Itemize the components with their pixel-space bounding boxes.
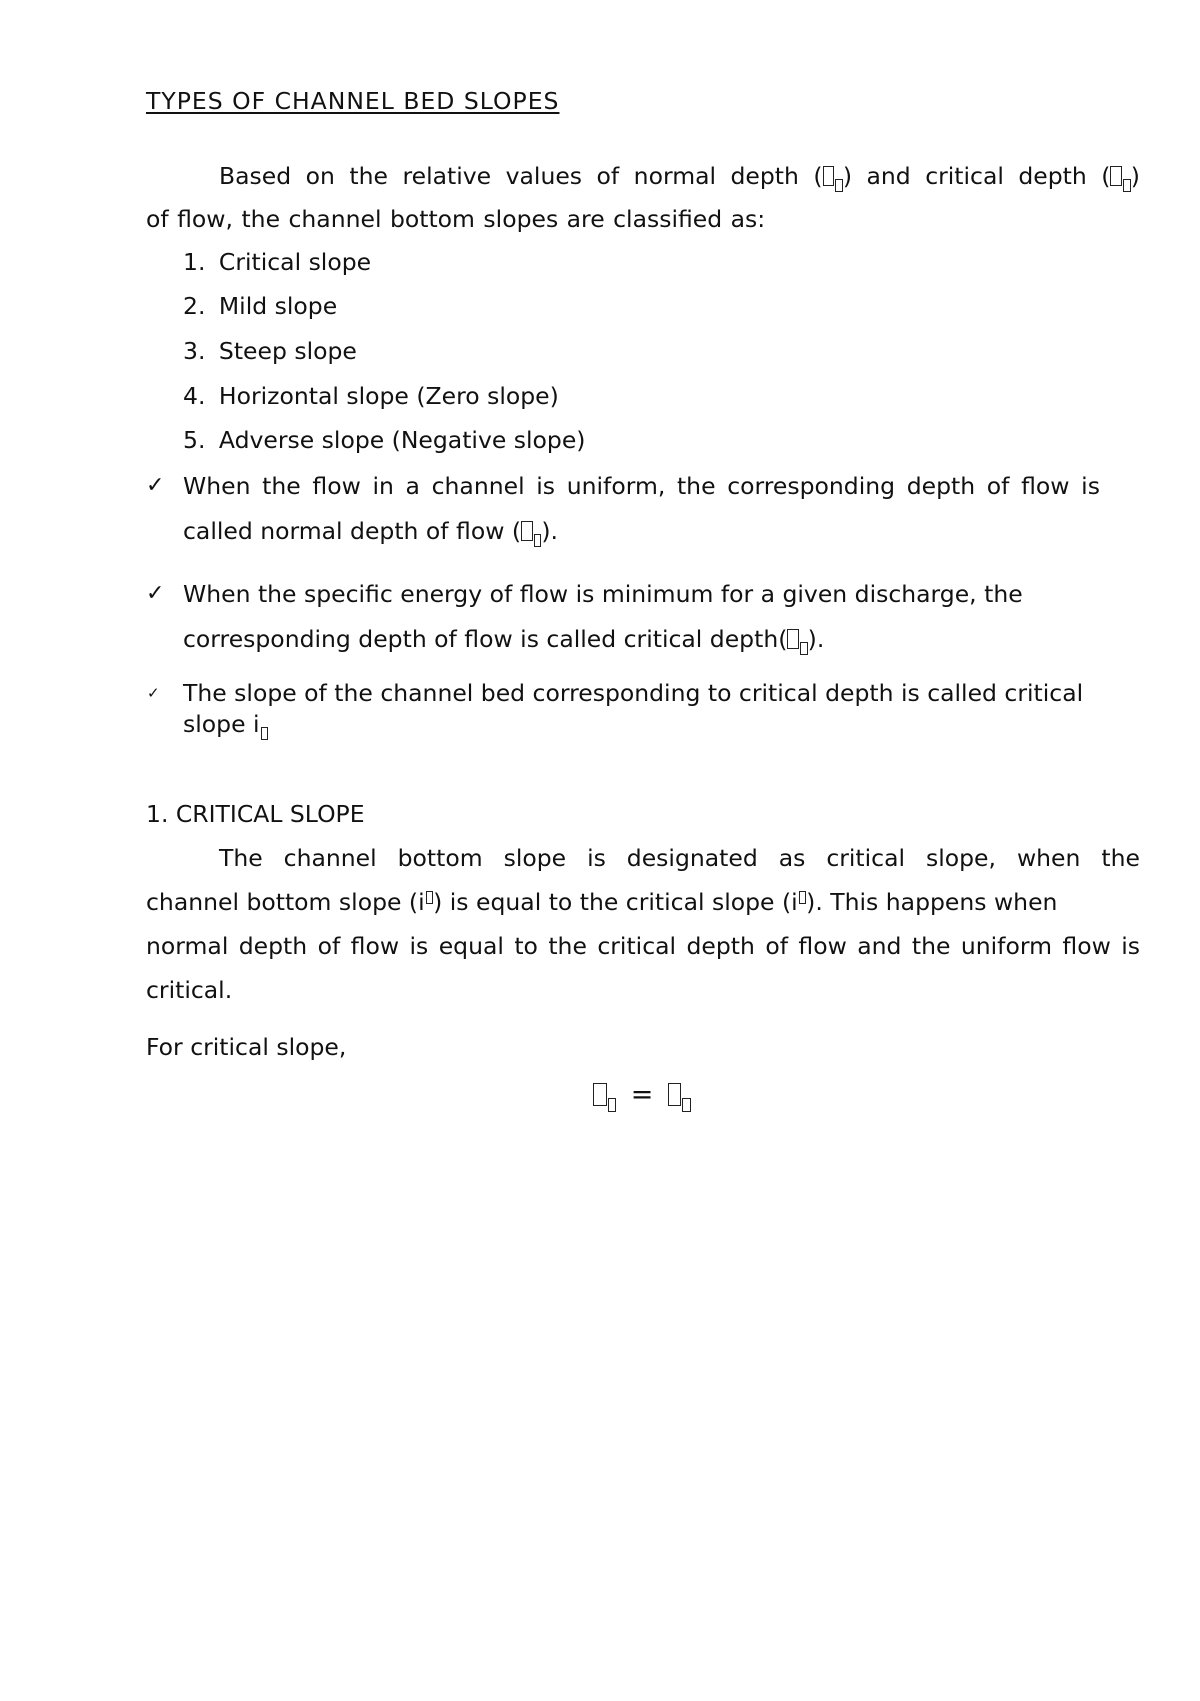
justified-text	[219, 844, 1140, 872]
missing-glyph-box	[521, 521, 533, 541]
check-icon: ✓	[146, 473, 165, 498]
word: the	[548, 932, 587, 960]
word: to	[514, 932, 538, 960]
word: the	[349, 162, 388, 190]
word: of	[765, 932, 788, 960]
missing-glyph-box	[682, 1098, 691, 1113]
word: flow	[1062, 932, 1111, 960]
missing-glyph-box	[261, 727, 269, 740]
bullet-text: corresponding depth of flow is called critical depth(	[183, 625, 788, 653]
section-paragraph-line-3	[146, 932, 1140, 960]
list-number: 5.	[183, 426, 206, 454]
word: critical	[597, 932, 677, 960]
bullet-1-line-1	[183, 472, 1113, 500]
list-item	[183, 426, 586, 454]
bullet-2-line-1: When the specific energy of flow is minimum for a given discharge, the	[183, 580, 1023, 608]
page-title: TYPES OF CHANNEL BED SLOPES	[146, 87, 560, 115]
justified-text	[146, 888, 1140, 916]
word: designated	[626, 844, 758, 872]
word: Based	[219, 162, 292, 190]
word: normal	[633, 162, 717, 190]
word: flow	[798, 932, 847, 960]
list-item	[183, 382, 559, 410]
word: and	[866, 162, 911, 190]
bullet-text: ).	[807, 625, 825, 653]
list-number: 4.	[183, 382, 206, 410]
word: the	[1101, 844, 1140, 872]
missing-glyph-box	[799, 891, 807, 904]
intro-line-2: of flow, the channel bottom slopes are classified as:	[146, 205, 766, 233]
check-icon: ✓	[147, 684, 160, 702]
normal-depth-symbol: ( )	[813, 165, 852, 192]
critical-depth-symbol: ( )	[1101, 165, 1140, 192]
word: slope,	[925, 844, 996, 872]
bullet-text: called normal depth of flow (	[183, 517, 522, 545]
word: slope	[503, 844, 567, 872]
justified-text	[146, 932, 1140, 960]
word: of	[317, 932, 341, 960]
word: critical	[826, 844, 906, 872]
word: critical	[925, 162, 1004, 190]
word: normal	[146, 932, 229, 960]
missing-glyph-box	[1110, 166, 1122, 186]
bullet-2-line-2	[183, 625, 825, 655]
word: relative	[402, 162, 492, 190]
intro-line-1-text	[219, 162, 1140, 192]
word: is	[409, 932, 429, 960]
bullet-3-line-1: The slope of the channel bed corresponding to critical depth is called critical	[183, 679, 1084, 707]
word: bottom	[397, 844, 483, 872]
word: channel	[283, 844, 377, 872]
word: as	[778, 844, 806, 872]
bullet-3-line-2	[183, 710, 268, 740]
missing-glyph-box	[1123, 179, 1131, 192]
para-text: channel bottom slope (i	[146, 888, 425, 916]
word: on	[305, 162, 335, 190]
missing-glyph-box	[608, 1098, 617, 1113]
list-item	[183, 337, 357, 365]
list-number: 2.	[183, 292, 206, 320]
section-paragraph-line-1	[219, 844, 1140, 872]
para-text: ). This happens when	[806, 888, 1058, 916]
missing-glyph-box	[668, 1083, 682, 1106]
word: uniform	[960, 932, 1052, 960]
list-item	[183, 248, 372, 276]
missing-glyph-box	[800, 642, 808, 655]
list-number: 1.	[183, 248, 206, 276]
para-text: ) is equal to the critical slope (i	[433, 888, 798, 916]
intro-line-1	[219, 162, 1140, 192]
word: depth	[730, 162, 799, 190]
formula-intro: For critical slope,	[146, 1033, 347, 1061]
bullet-1-line-2	[183, 517, 558, 547]
missing-glyph-box	[835, 179, 843, 192]
word: depth	[1018, 162, 1087, 190]
word: The	[219, 844, 263, 872]
equals-sign: =	[630, 1079, 654, 1110]
missing-glyph-box	[426, 891, 434, 904]
formula	[593, 1081, 691, 1112]
bullet-text: ).	[541, 517, 558, 545]
bullet-text: When the flow in a channel is uniform, the corresponding depth of flow is	[183, 472, 1100, 500]
word: depth	[238, 932, 308, 960]
word: of	[596, 162, 620, 190]
word: depth	[686, 932, 755, 960]
word: is	[587, 844, 606, 872]
word: the	[911, 932, 951, 960]
missing-glyph-box	[593, 1083, 607, 1106]
missing-glyph-box	[787, 629, 799, 649]
word: when	[1016, 844, 1081, 872]
check-icon: ✓	[146, 581, 165, 606]
section-paragraph-line-2	[146, 888, 1140, 916]
list-label: Mild slope	[218, 292, 338, 320]
section-paragraph-line-4: critical.	[146, 976, 233, 1004]
word: equal	[438, 932, 504, 960]
section-title: 1. CRITICAL SLOPE	[146, 800, 365, 828]
list-label: Horizontal slope (Zero slope)	[218, 382, 559, 410]
word: and	[857, 932, 902, 960]
list-label: Steep slope	[218, 337, 357, 365]
list-label: Adverse slope (Negative slope)	[218, 426, 586, 454]
bullet-text: slope i	[183, 710, 260, 738]
list-number: 3.	[183, 337, 206, 365]
word: values	[505, 162, 583, 190]
word: flow	[350, 932, 400, 960]
list-item	[183, 292, 338, 320]
list-label: Critical slope	[218, 248, 372, 276]
missing-glyph-box	[823, 166, 835, 186]
word: is	[1121, 932, 1140, 960]
